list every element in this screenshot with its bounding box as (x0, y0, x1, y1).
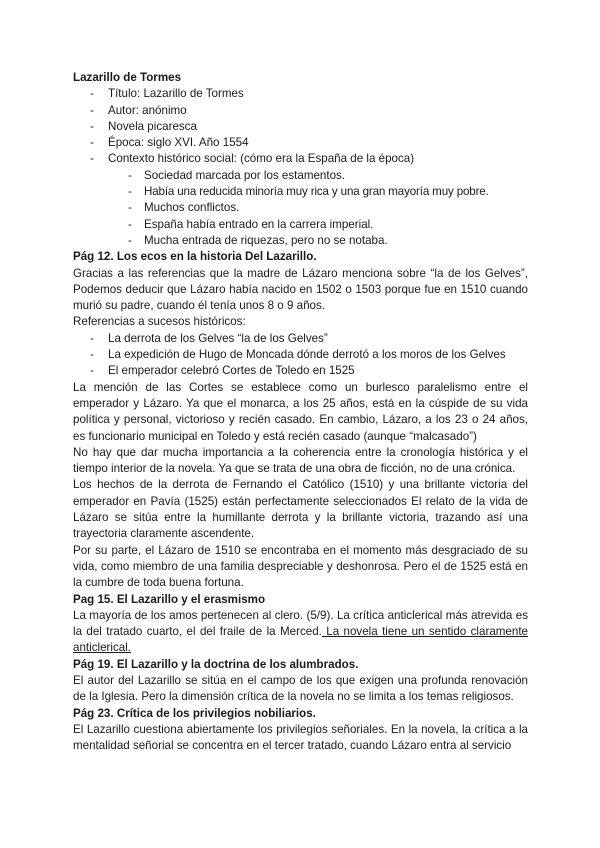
paragraph: Por su parte, el Lázaro de 1510 se encontraba en el momento más desgraciado de su vida, como miembro de una familia despreciable y deshonrosa. Pero el de 1525 está en la cumbre de toda buena fortuna. (73, 543, 528, 590)
paragraph: El Lazarillo cuestiona abiertamente los privilegios señoriales. En la novela, la crítica a la mentalidad señorial se concentra en el tercer tratado, cuando Lázaro entra al servicio (73, 722, 528, 753)
document-title: Lazarillo de Tormes (73, 71, 182, 84)
paragraph-text: La mayoría de los amos pertenecen al clero. (5/9). La crítica anticlerical más atrevida es la del tratado cuarto, el del fraile de la Merced. (73, 608, 528, 639)
paragraph: Los hechos de la derrota de Fernando el Católico (1510) y una brillante victoria del emperador en Pavía (1525) están perfectamente seleccionados El relato de la vida de Lázaro se sitúa entre la humillante derrota y la brillante victoria, trazando así una trayectoria claramente ascendente. (73, 478, 528, 541)
paragraph: El autor del Lazarillo se sitúa en el campo de los que exigen una profunda renovación de la Iglesia. Pero la dimensión crítica de la novela no se limita a los temas religiosos. (73, 673, 528, 704)
paragraph: No hay que dar mucha importancia a la coherencia entre la cronología histórica y el tiempo interior de la novela. Ya que se trata de una obra de ficción, no de una crónica. (73, 445, 528, 476)
section-heading: Pág 12. Los ecos en la historia Del Lazarillo. (73, 250, 317, 264)
list-item: - España había entrado en la carrera imperial. (73, 217, 528, 233)
list-item: - El emperador celebró Cortes de Toledo en 1525 (73, 363, 528, 379)
list-item: - La derrota de los Gelves “la de los Gelves” (73, 331, 528, 347)
list-item: - Había una reducida minoría muy rica y una gran mayoría muy pobre. (73, 184, 528, 200)
paragraph: Gracias a las referencias que la madre de Lázaro menciona sobre “la de los Gelves”, Podemos deducir que Lázaro había nacido en 1502 o 1503 porque fue en 1510 cuando murió su padre, cuando él tenía unos 8 o 9 años. (73, 266, 528, 313)
list-item: - La expedición de Hugo de Moncada dónde derrotó a los moros de los Gelves (73, 347, 528, 363)
list-item: - Título: Lazarillo de Tormes (73, 86, 528, 102)
section-heading: Pag 15. El Lazarillo y el erasmismo (73, 592, 266, 606)
list-item: - Novela picaresca (73, 119, 528, 135)
paragraph: Referencias a sucesos históricos: (73, 315, 246, 329)
info-list (73, 86, 528, 167)
list-item: - Mucha entrada de riquezas, pero no se notaba. (73, 233, 528, 249)
paragraph: La mención de las Cortes se establece como un burlesco paralelismo entre el emperador y Lázaro. Ya que el monarca, a los 25 años, está en la cúspide de su vida política y personal, victorioso y recién casado. En cambio, Lázaro, a los 23 o 24 años, es funcionario municipal en Toledo y está recién casado (aunque “malcasado”) (73, 380, 528, 443)
document-body (73, 70, 528, 754)
context-list (73, 168, 528, 249)
section-heading: Pág 23. Crítica de los privilegios nobiliarios. (73, 706, 316, 720)
list-item: - Época: siglo XVI. Año 1554 (73, 135, 528, 151)
list-item: - Contexto histórico social: (cómo era la España de la época) (73, 151, 528, 167)
events-list (73, 331, 528, 380)
underlined-text: La novela tiene un sentido claramente anticlerical. (73, 625, 528, 655)
list-item: - Sociedad marcada por los estamentos. (73, 168, 528, 184)
list-item: - Muchos conflictos. (73, 200, 528, 216)
paragraph (73, 608, 528, 657)
list-item: - Autor: anónimo (73, 103, 528, 119)
section-heading: Pág 19. El Lazarillo y la doctrina de los alumbrados. (73, 657, 359, 671)
